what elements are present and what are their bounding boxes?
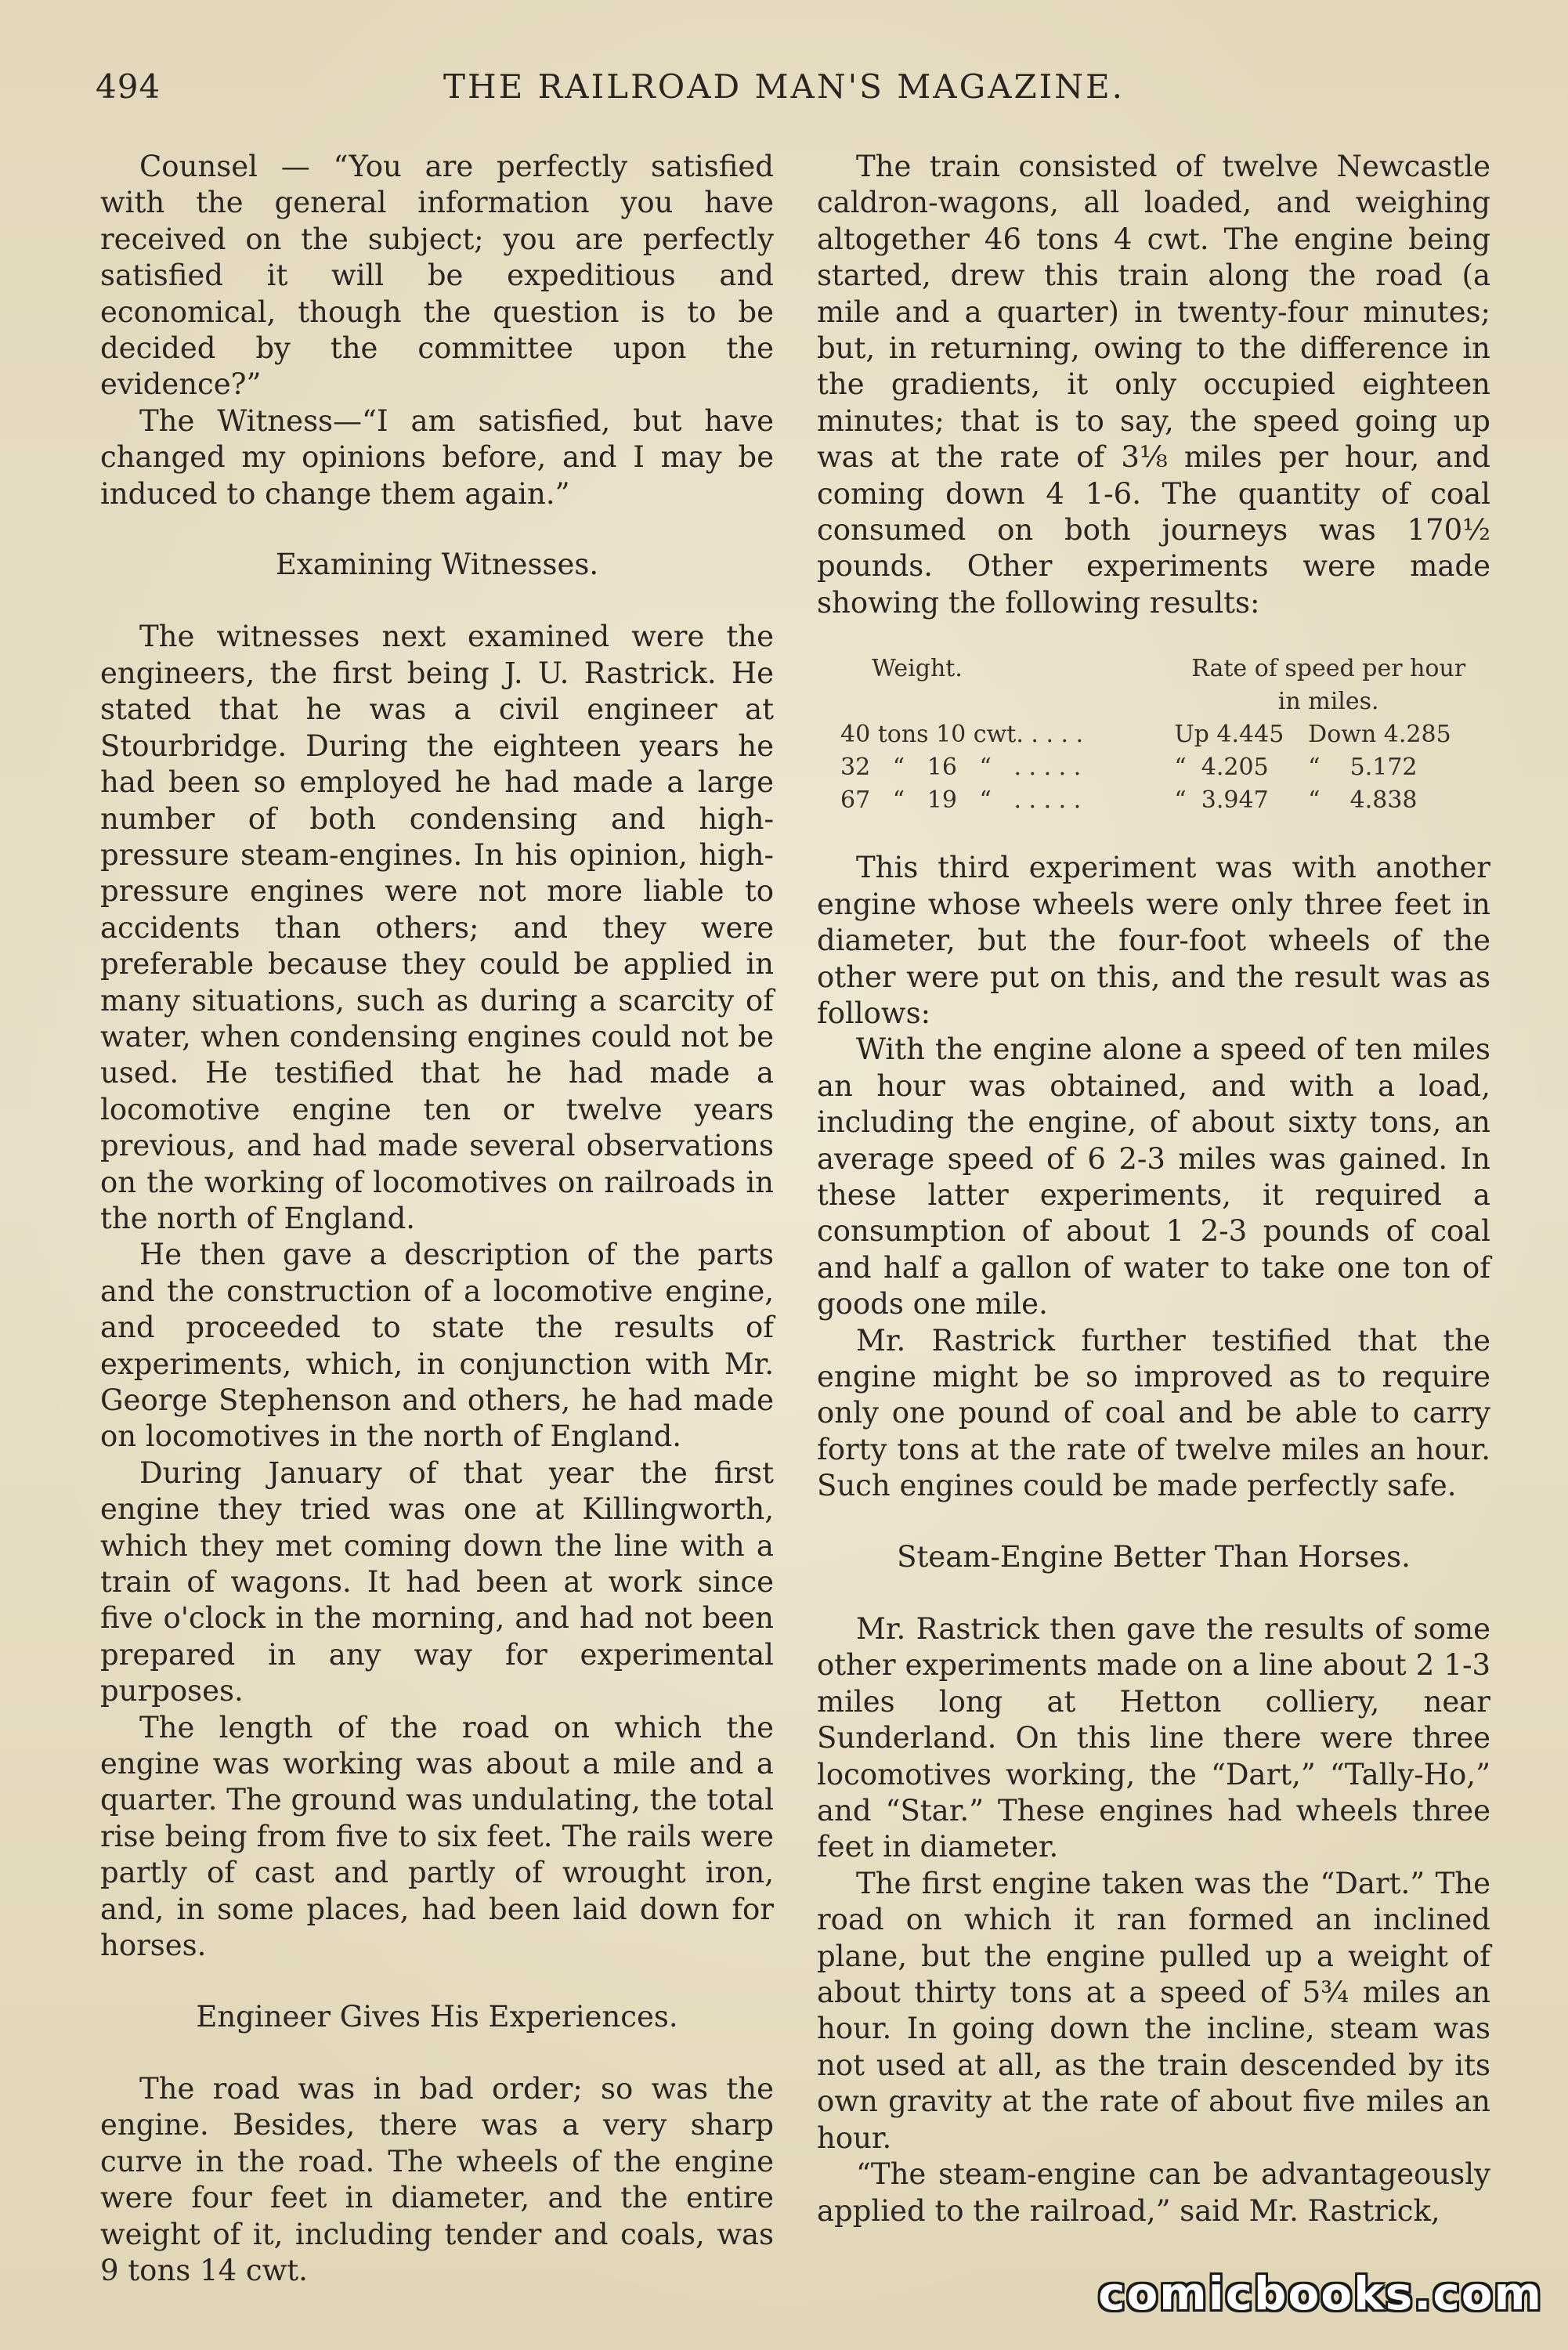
right-column [817, 149, 1490, 2229]
paragraph: Counsel — “You are perfectly satisfied with the general information you have received on the subject; you are perfectly satisfied it will be expeditious and economical, though the question is to be decided by the committee upon the evidence?” [100, 150, 774, 402]
paragraph: Mr. Rastrick then gave the results of some other experiments made on a line about 2 1-3 miles long at Hetton colliery, near Sunderland. On this line there were three locomotives working, the “Dart,” “Tally-Ho,” and “Star.” These engines had wheels three feet in diameter. [817, 1612, 1490, 1864]
page-number: 494 [96, 67, 161, 106]
table-row [840, 718, 1483, 751]
table-cell-up: Up 4.445 [1174, 721, 1284, 749]
left-column [100, 149, 774, 2289]
table-cell-weight: 67 “ 19 “ . . . . . [840, 786, 1082, 815]
paragraph: Mr. Rastrick further testified that the engine might be so improved as to require only one pound of coal and be able to carry forty tons at the rate of twelve miles an hour. Such engines could be made perfectly safe. [817, 1323, 1490, 1503]
section-heading: Engineer Gives His Experiences. [196, 1999, 678, 2034]
section-heading: Steam-Engine Better Than Horses. [897, 1539, 1411, 1574]
paragraph: The first engine taken was the “Dart.” The road on which it ran formed an inclined plane, but the engine pulled up a weight of about thirty tons at a speed of 5¾ miles an hour. In going down the incline, steam was not used at all, as the train descended by its own gravity at the rate of about five miles an hour. [817, 1866, 1490, 2155]
paragraph: “The steam-engine can be advantageously applied to the railroad,” said Mr. Rastrick, [817, 2157, 1490, 2228]
table-cell-down: “ 4.838 [1308, 786, 1418, 815]
watermark-logo: comicbooks.com [1098, 2267, 1543, 2320]
table-header-speed: Rate of speed per hour in miles. [1191, 655, 1466, 716]
paragraph: He then gave a description of the parts and the construction of a locomotive engine, and proceeded to state the results of experiments, which, in conjunction with Mr. George Stephenson and others, he had made on locomotives in the north of England. [100, 1238, 774, 1454]
table-cell-weight: 32 “ 16 “ . . . . . [840, 754, 1082, 782]
table-cell-weight: 40 tons 10 cwt. . . . . [840, 721, 1084, 749]
table-cell-down: “ 5.172 [1308, 754, 1418, 782]
results-table [840, 653, 1483, 817]
paragraph: This third experiment was with another engine whose wheels were only three feet in diameter, but the four-foot wheels of the other were put on this, and the result was as follows: [817, 851, 1490, 1030]
paragraph: The length of the road on which the engine was working was about a mile and a quarter. The ground was undulating, the total rise being from five to six feet. The rails were partly of cast and partly of wrought iron, and, in some places, had been laid down for horses. [100, 1710, 774, 1963]
paragraph: During January of that year the first engine they tried was one at Killingworth, which they met coming down the line with a train of wagons. It had been at work since five o'clock in the morning, and had not been prepared in any way for experimental purposes. [100, 1455, 774, 1708]
table-cell-up: “ 3.947 [1174, 786, 1269, 815]
paragraph: The road was in bad order; so was the engine. Besides, there was a very sharp curve in the road. The wheels of the engine were four feet in diameter, and the entire weight of it, including tender and coals, was 9 tons 14 cwt. [100, 2071, 774, 2287]
paragraph: The Witness—“I am satisfied, but have changed my opinions before, and I may be induced to change them again.” [100, 403, 774, 511]
table-row [840, 751, 1483, 784]
paragraph: The witnesses next examined were the engineers, the first being J. U. Rastrick. He stated that he was a civil engineer at Stourbridge. During the eighteen years he had been so employed he had made a large number of both condensing and high-pressure steam-engines. In his opinion, high-pressure engines were not more liable to accidents than others; and they were preferable because they could be applied in many situations, such as during a scarcity of water, when condensing engines could not be used. He testified that he had made a locomotive engine ten or twelve years previous, and had made several observations on the working of locomotives on railroads in the north of England. [100, 620, 774, 1235]
table-cell-down: Down 4.285 [1308, 721, 1451, 749]
table-cell-up: “ 4.205 [1174, 754, 1269, 782]
table-header-weight: Weight. [872, 655, 963, 683]
section-heading: Examining Witnesses. [275, 548, 599, 582]
paragraph: The train consisted of twelve Newcastle caldron-wagons, all loaded, and weighing altogether 46 tons 4 cwt. The engine being started, drew this train along the road (a mile and a quarter) in twenty-four minutes; but, in returning, owing to the difference in the gradients, it only occupied eighteen minutes; that is to say, the speed going up was at the rate of 3⅛ miles per hour, and coming down 4 1-6. The quantity of coal consumed on both journeys was 170½ pounds. Other experiments were made showing the following results: [817, 150, 1490, 620]
table-row [840, 784, 1483, 817]
running-head: THE RAILROAD MAN'S MAGAZINE. [443, 67, 1125, 106]
paragraph: With the engine alone a speed of ten miles an hour was obtained, and with a load, including the engine, of about sixty tons, an average speed of 6 2-3 miles was gained. In these latter experiments, it required a consumption of about 1 2-3 pounds of coal and half a gallon of water to take one ton of goods one mile. [817, 1032, 1490, 1321]
